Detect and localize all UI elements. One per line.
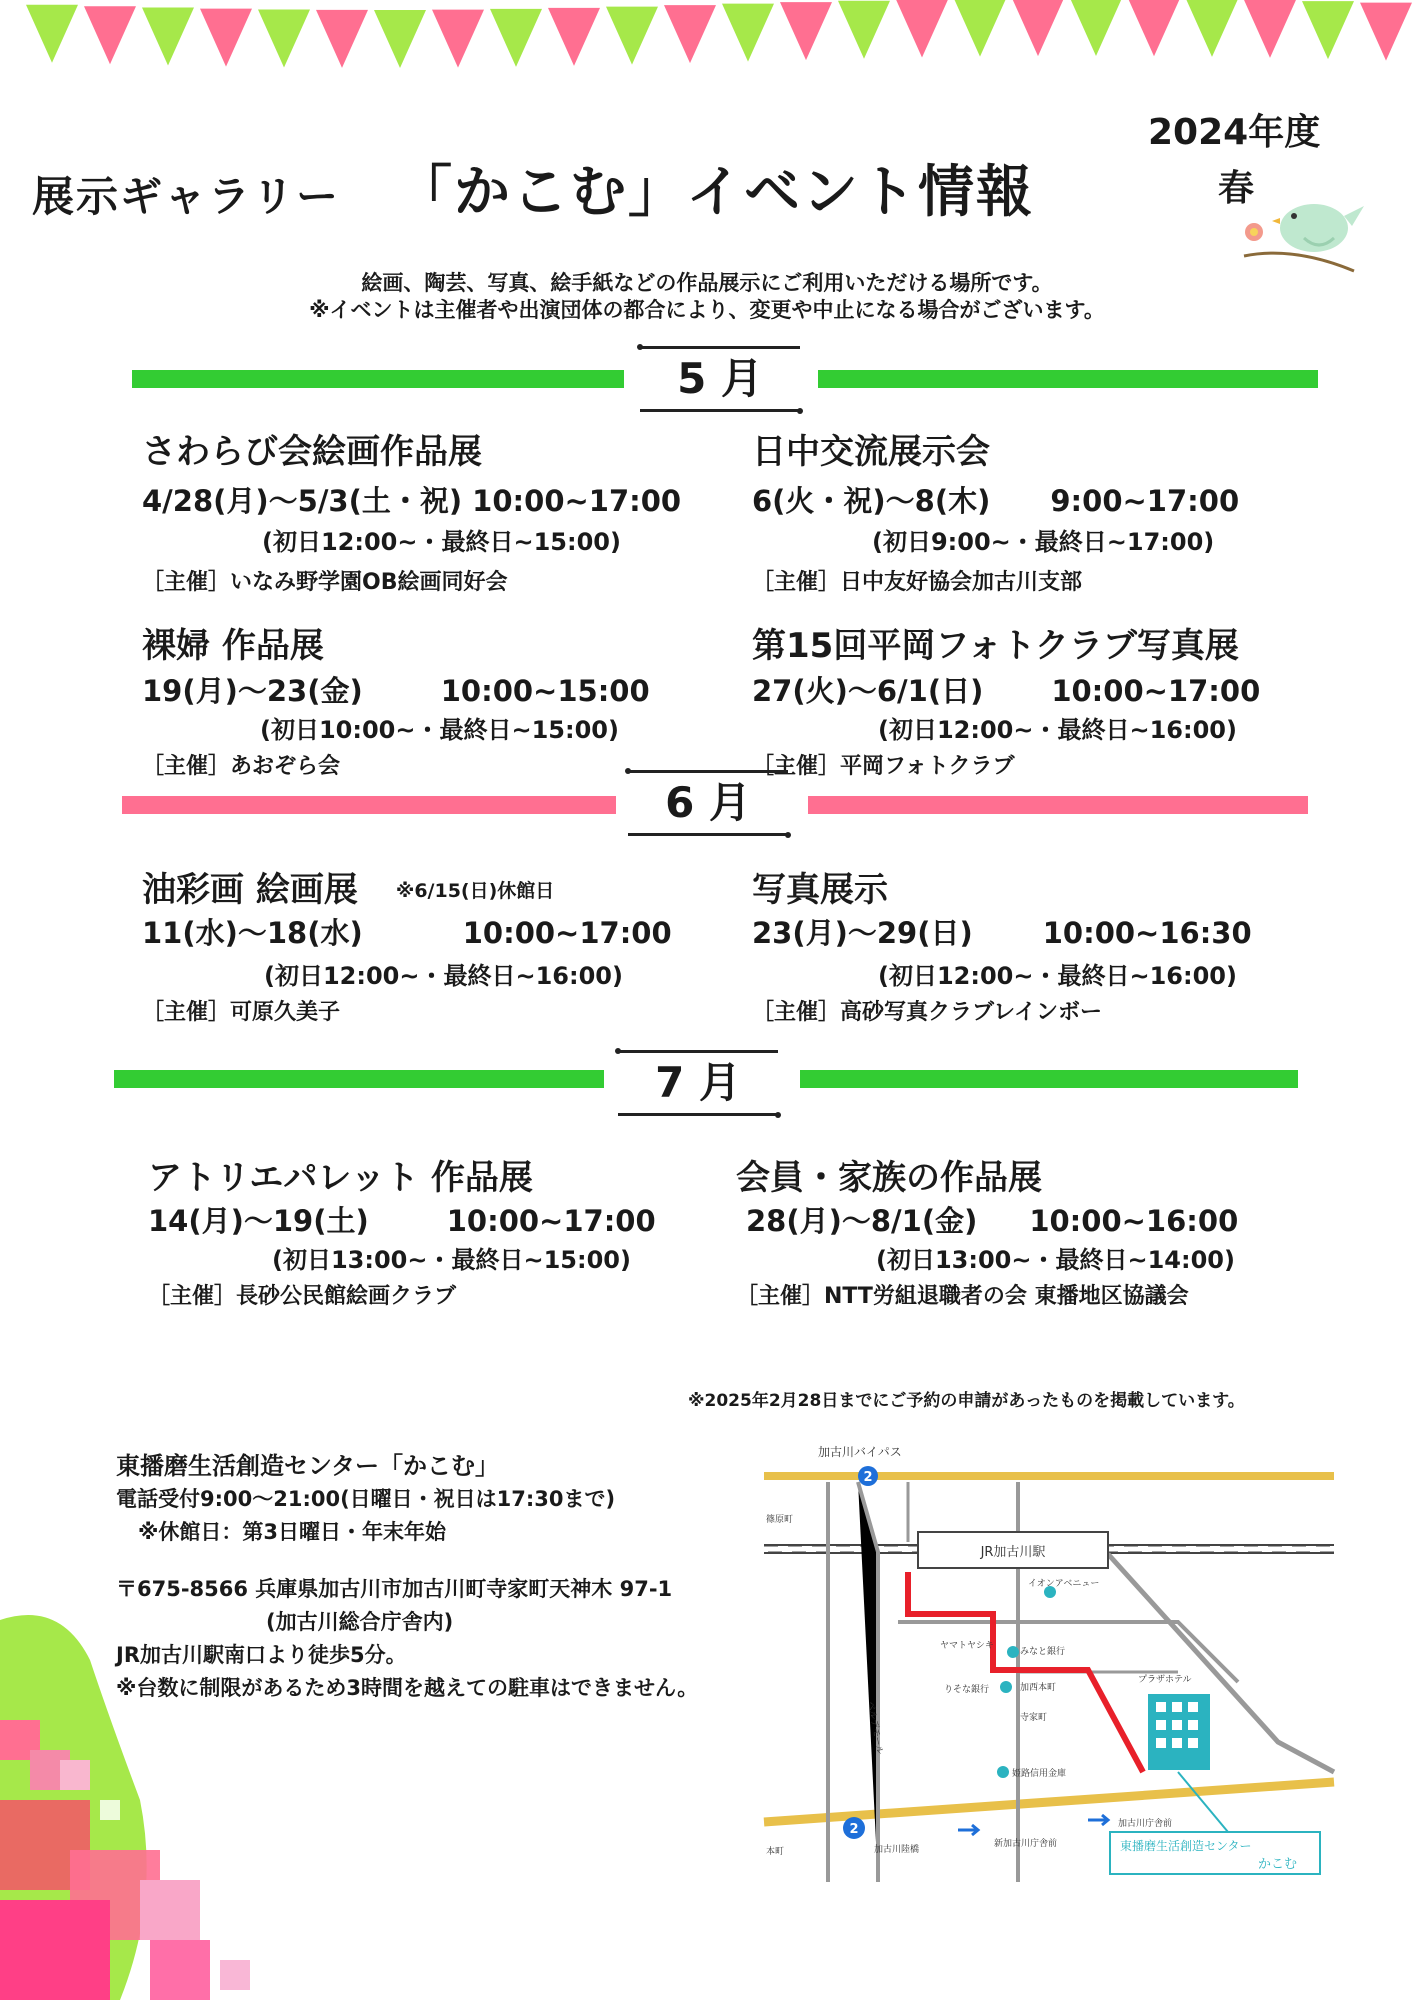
- bunting-flag: [954, 0, 1006, 57]
- landmark-label: ヤマトヤシキ: [940, 1641, 994, 1651]
- landmark-label: プラザホテル: [1138, 1675, 1192, 1685]
- event-date: 6(火・祝)〜8(木): [752, 484, 991, 518]
- kakomu-label: 東播磨生活創造センター: [1120, 1839, 1252, 1853]
- event-title: アトリエパレット 作品展: [148, 1158, 533, 1198]
- event-time: 10:00~17:00: [462, 916, 672, 950]
- landmark-label: ベルデモール: [865, 1700, 885, 1756]
- facility-name: 東播磨生活創造センター「かこむ」: [116, 1452, 500, 1480]
- month-may: 5 月: [640, 346, 800, 412]
- event-title: 裸婦 作品展: [142, 626, 324, 666]
- bunting-flag: [1360, 3, 1412, 61]
- event-date: 11(水)〜18(水): [142, 916, 363, 950]
- route-number: 2: [863, 1470, 873, 1485]
- closed-day-note: ※6/15(日)休館日: [395, 880, 555, 902]
- bunting-flag: [26, 5, 78, 63]
- event-title: 会員・家族の作品展: [736, 1158, 1042, 1198]
- bunting-flag: [1244, 0, 1296, 58]
- bunting-flag: [780, 2, 832, 60]
- event-note: (初日13:00~・最終日~14:00): [876, 1246, 1235, 1274]
- event-note: (初日12:00~・最終日~16:00): [264, 962, 623, 990]
- facility-address-2: (加古川総合庁舎内): [266, 1610, 454, 1634]
- june-bar-left: [122, 796, 616, 814]
- event-title: 第15回平岡フォトクラブ写真展: [752, 626, 1239, 666]
- event-host: ［主催］平岡フォトクラブ: [752, 754, 1015, 779]
- bird-icon: [1234, 186, 1374, 276]
- bunting-flag: [374, 10, 426, 68]
- may-bar-right: [818, 370, 1318, 388]
- bunting-flag: [142, 8, 194, 66]
- event-note: (初日12:00~・最終日~15:00): [262, 528, 621, 556]
- facility-access: JR加古川駅南口より徒歩5分。: [116, 1643, 407, 1667]
- event-nude: [142, 618, 650, 780]
- event-host: ［主催］NTT労組退職者の会 東播地区協議会: [736, 1284, 1189, 1309]
- bunting-flag: [432, 10, 484, 68]
- june-bar-right: [808, 796, 1308, 814]
- event-note: (初日13:00~・最終日~15:00): [272, 1246, 631, 1274]
- event-photo-exhibit: [752, 862, 1252, 1026]
- event-host: ［主催］いなみ野学園OB絵画同好会: [142, 570, 508, 595]
- bus-stop-label: 加古川庁舎前: [1118, 1819, 1173, 1829]
- access-map: [758, 1442, 1348, 1892]
- bunting-flag: [664, 5, 716, 63]
- bus-stop-label: 加古川陸橋: [874, 1845, 920, 1855]
- event-hiraoka-photo: [752, 618, 1260, 780]
- bunting-decoration: [0, 0, 1414, 100]
- event-info-title: 「かこむ」イベント情報: [396, 160, 1035, 225]
- event-note: (初日12:00~・最終日~16:00): [878, 716, 1237, 744]
- bunting-flag: [1186, 0, 1238, 57]
- landmark-label: イオンアベニュー: [1028, 1579, 1100, 1589]
- event-date: 14(月)〜19(土): [148, 1204, 369, 1238]
- event-japan-china: [752, 424, 1239, 596]
- july-bar-right: [800, 1070, 1298, 1088]
- event-host: ［主催］あおぞら会: [142, 754, 341, 779]
- event-title: 写真展示: [752, 870, 888, 910]
- bunting-flag: [84, 6, 136, 64]
- intro-line-2: ※イベントは主催者や出演団体の都合により、変更や中止になる場合がございます。: [309, 298, 1105, 322]
- facility-phone: 電話受付9:00〜21:00(日曜日・祝日は17:30まで): [116, 1487, 616, 1511]
- event-oil-painting: [142, 862, 672, 1026]
- station-label: JR加古川駅: [980, 1545, 1046, 1560]
- bunting-flag: [896, 0, 948, 58]
- gallery-label: 展示ギャラリー: [32, 172, 341, 221]
- july-bar-left: [114, 1070, 604, 1088]
- bunting-flag: [1070, 0, 1122, 56]
- intro-text: [0, 270, 1414, 324]
- bus-stop-label: 寺家町: [1020, 1713, 1048, 1723]
- reservation-footnote: ※2025年2月28日までにご予約の申請があったものを掲載しています。: [688, 1391, 1245, 1411]
- event-host: ［主催］長砂公民館絵画クラブ: [148, 1284, 457, 1309]
- event-date: 28(月)〜8/1(金): [746, 1204, 978, 1238]
- bunting-flag: [722, 4, 774, 62]
- page-title: [32, 148, 1034, 228]
- event-date: 19(月)〜23(金): [142, 674, 363, 708]
- bypass-label: 加古川バイパス: [818, 1445, 902, 1459]
- event-members-family: [736, 1150, 1238, 1310]
- route-number-2: 2: [849, 1822, 859, 1837]
- kakomu-label-2: かこむ: [1258, 1857, 1298, 1872]
- event-note: (初日10:00~・最終日~15:00): [260, 716, 619, 744]
- event-time: 10:00~17:00: [1051, 674, 1261, 708]
- event-note: (初日12:00~・最終日~16:00): [878, 962, 1237, 990]
- bunting-flag: [1128, 0, 1180, 56]
- bunting-flag: [606, 7, 658, 65]
- event-title: 油彩画 絵画展: [142, 870, 358, 910]
- corner-decoration: [0, 1600, 300, 2000]
- event-host: ［主催］高砂写真クラブレインボー: [752, 1000, 1103, 1025]
- event-time: 10:00~16:00: [1029, 1204, 1239, 1238]
- event-time: 10:00~15:00: [440, 674, 650, 708]
- facility-address: 〒675-8566 兵庫県加古川市加古川町寺家町天神木 97-1: [116, 1577, 673, 1601]
- event-sawarabi: [142, 424, 681, 596]
- bypass-road: [764, 1472, 1334, 1480]
- intro-line-1: 絵画、陶芸、写真、絵手紙などの作品展示にご利用いただける場所です。: [361, 271, 1053, 295]
- bunting-flag: [200, 9, 252, 67]
- bunting-flag: [316, 10, 368, 68]
- event-host: ［主催］日中友好協会加古川支部: [752, 570, 1083, 595]
- bunting-flag: [838, 1, 890, 59]
- event-title: 日中交流展示会: [752, 432, 990, 472]
- event-time: 10:00~16:30: [1042, 916, 1252, 950]
- bunting-flag: [548, 8, 600, 66]
- bunting-flag: [258, 9, 310, 67]
- season-label: 春: [1218, 168, 1255, 209]
- facility-parking: ※台数に制限があるため3時間を越えての駐車はできません。: [116, 1676, 699, 1700]
- fiscal-year: 2024年度: [1148, 112, 1321, 153]
- event-date: 27(火)〜6/1(日): [752, 674, 984, 708]
- may-bar-left: [132, 370, 624, 388]
- event-time: 9:00~17:00: [1050, 484, 1240, 518]
- bus-stop-label: 加西本町: [1020, 1683, 1057, 1693]
- month-june: 6 月: [628, 770, 788, 836]
- event-date: 23(月)〜29(日): [752, 916, 973, 950]
- bus-stop-label: 新加古川庁舎前: [994, 1839, 1058, 1849]
- bus-stop-label: 本町: [766, 1847, 785, 1857]
- landmark-label: りそな銀行: [944, 1685, 990, 1695]
- bunting-flag: [1302, 1, 1354, 59]
- bunting-flag: [490, 9, 542, 67]
- event-time: 10:00~17:00: [446, 1204, 656, 1238]
- landmark-label: 姫路信用金庫: [1012, 1769, 1067, 1779]
- facility-closed: ※休館日：第3日曜日・年末年始: [138, 1520, 447, 1544]
- event-note: (初日9:00~・最終日~17:00): [872, 528, 1215, 556]
- month-july: 7 月: [618, 1050, 778, 1116]
- bus-stop-label: 篠原町: [766, 1515, 794, 1525]
- event-host: ［主催］可原久美子: [142, 1000, 341, 1025]
- event-atelier-palette: [148, 1150, 656, 1310]
- route-2-road: [764, 1782, 1334, 1822]
- landmark-label: みなと銀行: [1020, 1647, 1066, 1657]
- event-date: 4/28(月)〜5/3(土・祝) 10:00~17:00: [142, 484, 682, 518]
- bunting-flag: [1012, 0, 1064, 56]
- event-title: さわらび会絵画作品展: [142, 432, 482, 472]
